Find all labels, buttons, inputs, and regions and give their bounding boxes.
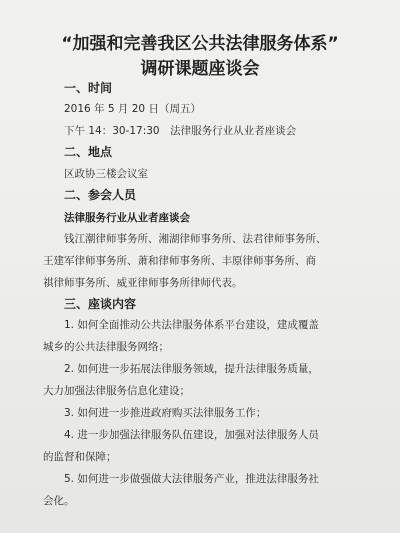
topic-line: 大力加强法律服务信息化建设； (43, 385, 190, 397)
meeting-date: 2016 年 5 月 20 日（周五） (64, 103, 201, 115)
topic-line: 城乡的公共法律服务网络； (43, 341, 169, 353)
meeting-time: 下午 14：30-17:30 法律服务行业从业者座谈会 (64, 125, 297, 137)
topic-line: 2. 如何进一步拓展法律服务领域，提升法律服务质量， (64, 363, 319, 375)
section-heading-participants: 二、参会人员 (64, 188, 137, 202)
topic-line: 5. 如何进一步做强做大法律服务产业，推进法律服务社 (64, 473, 319, 485)
topic-line: 会化。 (43, 495, 75, 507)
participants-line: 祺律师事务所、威亚律师事务所律师代表。 (43, 277, 243, 289)
participants-line: 王建军律师事务所、萧和律师事务所、丰原律师事务所、商 (43, 255, 316, 267)
meeting-location: 区政协三楼会议室 (64, 168, 148, 180)
topic-line: 4. 进一步加强法律服务队伍建设，加强对法律服务人员 (64, 429, 319, 441)
document-title-line-1: “加强和完善我区公共法律服务体系” (61, 34, 339, 54)
participants-subheading: 法律服务行业从业者座谈会 (64, 212, 190, 224)
topic-line: 3. 如何进一步推进政府购买法律服务工作； (64, 407, 267, 419)
section-heading-time: 一、时间 (64, 81, 113, 95)
document-title-line-2: 调研课题座谈会 (140, 59, 260, 79)
participants-line: 钱江潮律师事务所、湘湖律师事务所、法君律师事务所、 (64, 233, 327, 245)
section-heading-topics: 三、座谈内容 (64, 297, 137, 311)
topic-line: 1. 如何全面推动公共法律服务体系平台建设，建成覆盖 (64, 319, 319, 331)
topic-line: 的监督和保障； (43, 451, 117, 463)
section-heading-location: 二、地点 (64, 145, 113, 159)
